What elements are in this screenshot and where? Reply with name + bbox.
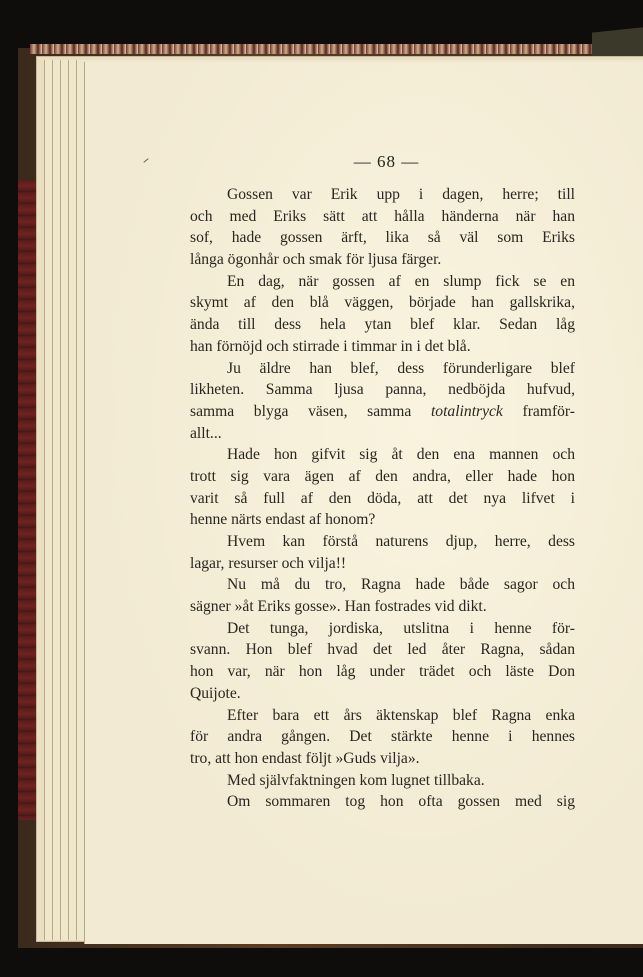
text-line: Hade hon gifvit sig åt den ena mannen och [227,446,575,464]
text-line: Quijote. [190,684,241,702]
text-line: för andra gången. Det stärkte henne i hennes [190,728,575,746]
text-line: Efter bara ett års äktenskap blef Ragna enka [227,706,575,724]
text-line: Om sommaren tog hon ofta gossen med sig [227,793,575,811]
text-line: varit så full af den döda, att det nya lifvet i [190,489,575,507]
text-line: trott sig vara ägen af den andra, eller hade hon [190,467,575,485]
text-line: Ju äldre han blef, dess förunderligare blef [227,359,575,377]
text-line: ända till dess hela ytan blef klar. Sedan låg [190,316,575,334]
text-line: Hvem kan förstå naturens djup, herre, dess [227,533,575,550]
body-text [190,184,575,813]
text-line: skymt af den blå väggen, började han gallskrika, [190,294,575,312]
text-line: likheten. Samma ljusa panna, nedböjda hufvud, [190,381,575,399]
text-line: han förnöjd och stirrade i timmar in i det blå. [190,337,471,355]
text-run: framför- [502,402,576,420]
text-line: Det tunga, jordiska, utslitna i henne för- [227,619,575,637]
text-run: samma blyga väsen, samma [190,402,431,420]
text-line: En dag, när gossen af en slump fick se en [227,272,575,290]
page-number: — 68 — [353,152,420,171]
text-line: och med Eriks sätt att hålla händerna när han [190,207,575,225]
text-line: lagar, resurser och vilja!! [190,554,347,572]
text-line: långa ögonhår och smak för ljusa färger. [190,251,442,269]
italic-text-run: totalintryck [430,402,503,420]
text-line: tro, att hon endast följt »Guds vilja». [190,749,420,767]
text-line: svann. Hon blef hvad det led åter Ragna, sådan [190,641,575,659]
head-band [30,44,630,54]
text-line: hon var, när hon låg under trädet och läste Don [190,663,575,681]
text-line: Nu må du tro, Ragna hade både sagor och [227,576,575,594]
text-line: Gossen var Erik upp i dagen, herre; till [227,186,575,203]
text-line: sägner »åt Eriks gosse». Han fostrades vid dikt. [190,598,487,616]
text-line: allt... [190,424,222,442]
text-line [190,401,575,423]
text-line: sof, hade gossen ärft, lika så väl som Eriks [190,229,575,247]
text-line: Med självfaktningen kom lugnet tillbaka. [227,771,485,789]
text-line: henne närts endast af honom? [190,511,376,529]
